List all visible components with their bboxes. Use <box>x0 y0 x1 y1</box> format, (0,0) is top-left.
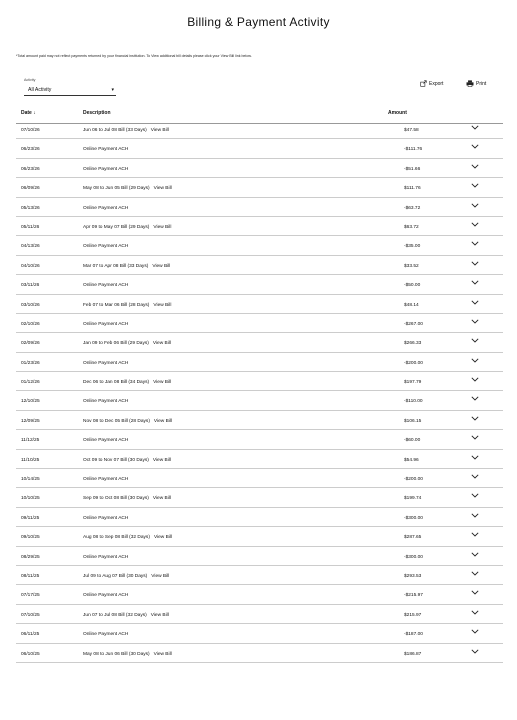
row-description <box>83 419 172 424</box>
activity-table <box>16 120 503 663</box>
table-row <box>16 450 503 469</box>
date-column-header[interactable]: Date ↓ <box>21 110 36 116</box>
caret-down-icon: ▾ <box>111 87 114 93</box>
chevron-down-icon[interactable] <box>471 435 479 440</box>
row-date: 10/14/25 <box>21 477 40 483</box>
row-description-text: Aug 08 to Sep 08 Bill (32 Days) <box>83 535 150 541</box>
row-description <box>83 341 171 346</box>
table-row <box>16 547 503 566</box>
view-bill-link[interactable]: View Bill <box>150 128 169 133</box>
row-amount: $33.52 <box>404 263 419 269</box>
row-description-text: Dec 06 to Jan 08 Bill (34 Days) <box>83 380 150 386</box>
row-description-text: Nov 08 to Dec 05 Bill (28 Days) <box>83 418 150 424</box>
table-row <box>16 353 503 372</box>
row-description <box>83 264 170 269</box>
chevron-down-icon[interactable] <box>471 629 479 634</box>
row-description <box>83 438 128 443</box>
row-date: 11/10/25 <box>21 457 40 463</box>
table-row <box>16 120 503 139</box>
table-row <box>16 566 503 585</box>
row-date: 02/10/26 <box>21 321 40 327</box>
view-bill-link[interactable]: View Bill <box>153 651 172 657</box>
row-date: 09/11/25 <box>21 515 40 521</box>
row-date: 04/13/26 <box>21 244 40 250</box>
chevron-down-icon[interactable] <box>471 649 479 654</box>
table-row <box>16 508 503 527</box>
chevron-down-icon[interactable] <box>471 513 479 518</box>
view-bill-link[interactable]: View Bill <box>152 263 171 269</box>
view-bill-link[interactable]: View Bill <box>153 302 172 308</box>
row-date: 07/17/25 <box>21 593 40 599</box>
row-amount: $47.58 <box>404 128 419 133</box>
row-description <box>83 244 128 249</box>
row-amount: -$111.76 <box>404 147 423 153</box>
export-label: Export <box>429 80 444 87</box>
table-row <box>16 488 503 507</box>
table-row <box>16 256 503 275</box>
row-amount: -$215.97 <box>404 593 423 599</box>
row-description-text: Jul 09 to Aug 07 Bill (30 Days) <box>83 573 148 579</box>
row-amount: $54.96 <box>404 457 419 463</box>
chevron-down-icon[interactable] <box>471 319 479 324</box>
table-row <box>16 295 503 314</box>
chevron-down-icon[interactable] <box>471 183 479 188</box>
sort-arrow-icon: ↓ <box>33 110 36 116</box>
row-date: 05/13/26 <box>21 205 40 211</box>
row-date: 08/29/25 <box>21 554 40 560</box>
row-description <box>83 458 171 463</box>
view-bill-link[interactable]: View Bill <box>152 496 171 502</box>
row-date: 11/12/25 <box>21 438 40 444</box>
view-bill-link[interactable]: View Bill <box>153 418 172 424</box>
row-date: 01/12/26 <box>21 380 40 386</box>
chevron-down-icon[interactable] <box>471 280 479 285</box>
table-row <box>16 469 503 488</box>
table-row <box>16 139 503 158</box>
row-description <box>83 128 169 133</box>
row-date: 06/23/26 <box>21 147 40 153</box>
row-description-text: Jan 09 to Feb 06 Bill (29 Days) <box>83 341 149 347</box>
row-description <box>83 167 128 172</box>
row-date: 09/10/25 <box>21 535 40 541</box>
disclaimer-note: *Total amount paid may not reflect payments returned by your financial institution. To View additional bill details please click your View Bill link below. <box>16 54 252 58</box>
view-bill-link[interactable]: View Bill <box>153 186 172 192</box>
row-amount: $106.15 <box>404 418 422 424</box>
row-description-text: Feb 07 to Mar 06 Bill (28 Days) <box>83 302 150 308</box>
row-amount: -$187.00 <box>404 632 423 638</box>
view-bill-link[interactable]: View Bill <box>153 535 172 541</box>
row-description-text: Jun 06 to Jul 08 Bill (33 Days) <box>83 128 147 133</box>
row-amount: -$300.00 <box>404 515 423 521</box>
row-amount: $48.14 <box>404 302 419 308</box>
row-description <box>83 555 128 560</box>
row-amount: $293.53 <box>404 573 422 579</box>
row-date: 01/23/26 <box>21 360 40 366</box>
row-date: 12/10/25 <box>21 399 40 405</box>
row-description-text: Online Payment ACH <box>83 244 129 250</box>
row-description-text: Online Payment ACH <box>83 554 129 560</box>
row-date: 06/11/25 <box>21 632 40 638</box>
row-amount: $63.72 <box>404 224 419 230</box>
row-description-text: May 08 to Jun 05 Bill (29 Days) <box>83 186 150 192</box>
row-date: 05/11/26 <box>21 224 40 230</box>
view-bill-link[interactable]: View Bill <box>153 224 172 230</box>
row-description <box>83 322 128 327</box>
row-date: 12/09/25 <box>21 418 40 424</box>
row-description <box>83 303 171 308</box>
row-amount: $215.97 <box>404 612 422 618</box>
row-description-text: Online Payment ACH <box>83 399 129 405</box>
row-amount: $186.87 <box>404 651 422 657</box>
chevron-down-icon[interactable] <box>471 532 479 537</box>
chevron-down-icon[interactable] <box>471 590 479 595</box>
table-row <box>16 644 503 663</box>
table-row <box>16 217 503 236</box>
chevron-down-icon[interactable] <box>471 377 479 382</box>
chevron-down-icon[interactable] <box>471 396 479 401</box>
table-row <box>16 314 503 333</box>
row-description <box>83 380 171 385</box>
row-description-text: Apr 09 to May 07 Bill (29 Days) <box>83 224 150 230</box>
activity-filter <box>24 78 114 82</box>
chevron-down-icon[interactable] <box>471 125 479 130</box>
chevron-down-icon[interactable] <box>471 416 479 421</box>
table-row <box>16 275 503 294</box>
print-button[interactable] <box>466 80 486 87</box>
row-description <box>83 652 172 657</box>
table-row <box>16 236 503 255</box>
row-description <box>83 147 128 152</box>
row-description <box>83 399 128 404</box>
row-description-text: Oct 09 to Nov 07 Bill (30 Days) <box>83 457 149 463</box>
chevron-down-icon[interactable] <box>471 455 479 460</box>
row-date: 02/09/26 <box>21 341 40 347</box>
row-amount: -$300.00 <box>404 554 423 560</box>
table-row <box>16 430 503 449</box>
row-description-text: Online Payment ACH <box>83 438 129 444</box>
row-amount: $197.79 <box>404 380 422 386</box>
row-description-text: Online Payment ACH <box>83 515 129 521</box>
table-row <box>16 624 503 643</box>
chevron-down-icon[interactable] <box>471 610 479 615</box>
row-description-text: Sep 09 to Oct 08 Bill (30 Days) <box>83 496 149 502</box>
chevron-down-icon[interactable] <box>471 222 479 227</box>
view-bill-link[interactable]: View Bill <box>153 380 172 386</box>
row-description-text: Online Payment ACH <box>83 360 129 366</box>
page-title: Billing & Payment Activity <box>187 15 330 29</box>
row-description-text: Online Payment ACH <box>83 283 129 289</box>
table-row <box>16 605 503 624</box>
chevron-down-icon[interactable] <box>471 571 479 576</box>
row-date: 10/10/25 <box>21 496 40 502</box>
print-label: Print <box>476 80 487 87</box>
table-row <box>16 333 503 352</box>
view-bill-link[interactable]: View Bill <box>152 341 171 347</box>
table-row <box>16 159 503 178</box>
amount-column-header: Amount <box>388 110 407 116</box>
table-row <box>16 178 503 197</box>
table-row <box>16 391 503 410</box>
row-amount: -$35.00 <box>404 244 421 250</box>
view-bill-link[interactable]: View Bill <box>152 457 171 463</box>
row-description-text: May 08 to Jun 06 Bill (30 Days) <box>83 651 150 657</box>
chevron-down-icon[interactable] <box>471 358 479 363</box>
row-date: 03/11/26 <box>21 283 40 289</box>
table-row <box>16 372 503 391</box>
row-description-text: Online Payment ACH <box>83 593 129 599</box>
chevron-down-icon[interactable] <box>471 164 479 169</box>
row-amount: -$200.00 <box>404 477 423 483</box>
row-amount: -$51.66 <box>404 166 421 172</box>
row-amount: $199.74 <box>404 496 422 502</box>
chevron-down-icon[interactable] <box>471 338 479 343</box>
chevron-down-icon[interactable] <box>471 261 479 266</box>
row-date: 08/11/25 <box>21 573 40 579</box>
table-row <box>16 198 503 217</box>
export-icon <box>420 80 427 87</box>
activity-select[interactable] <box>24 86 116 96</box>
table-row <box>16 585 503 604</box>
chevron-down-icon[interactable] <box>471 552 479 557</box>
row-amount: $266.33 <box>404 341 422 347</box>
row-amount: -$50.00 <box>404 283 421 289</box>
view-bill-link[interactable]: View Bill <box>151 573 170 579</box>
row-amount: -$110.00 <box>404 399 423 405</box>
row-description <box>83 283 128 288</box>
row-description <box>83 225 171 230</box>
description-column-header: Description <box>83 110 111 116</box>
row-amount: $111.76 <box>404 186 421 192</box>
row-description <box>83 496 171 501</box>
row-description-text: Online Payment ACH <box>83 321 129 327</box>
row-date: 03/10/26 <box>21 302 40 308</box>
row-description-text: Online Payment ACH <box>83 147 129 153</box>
row-date: 07/10/25 <box>21 612 40 618</box>
chevron-down-icon[interactable] <box>471 493 479 498</box>
row-date: 07/10/26 <box>21 128 40 133</box>
row-description-text: Mar 07 to Apr 08 Bill (33 Days) <box>83 263 149 269</box>
view-bill-link[interactable]: View Bill <box>150 612 169 618</box>
printer-icon <box>466 80 474 87</box>
row-amount: -$200.00 <box>404 360 423 366</box>
row-description <box>83 516 128 521</box>
row-description <box>83 593 128 598</box>
chevron-down-icon[interactable] <box>471 144 479 149</box>
row-amount: -$60.00 <box>404 438 421 444</box>
table-row <box>16 411 503 430</box>
row-date: 06/23/26 <box>21 166 40 172</box>
chevron-down-icon[interactable] <box>471 474 479 479</box>
row-description-text: Online Payment ACH <box>83 205 129 211</box>
activity-selected-value: All Activity <box>28 87 52 93</box>
row-description-text: Online Payment ACH <box>83 632 129 638</box>
row-amount: $287.65 <box>404 535 422 541</box>
row-description-text: Online Payment ACH <box>83 477 129 483</box>
table-row <box>16 527 503 546</box>
row-amount: -$63.72 <box>404 205 421 211</box>
row-description-text: Jun 07 to Jul 08 Bill (32 Days) <box>83 612 147 618</box>
chevron-down-icon[interactable] <box>471 203 479 208</box>
row-amount: -$267.00 <box>404 321 423 327</box>
row-description-text: Online Payment ACH <box>83 166 129 172</box>
activity-label: Activity <box>24 78 36 82</box>
row-description <box>83 613 169 618</box>
chevron-down-icon[interactable] <box>471 300 479 305</box>
row-description <box>83 574 169 579</box>
row-description <box>83 206 128 211</box>
row-description <box>83 477 128 482</box>
row-description <box>83 535 172 540</box>
chevron-down-icon[interactable] <box>471 241 479 246</box>
row-description <box>83 361 128 366</box>
row-date: 06/10/25 <box>21 651 40 657</box>
row-date: 06/09/26 <box>21 186 40 192</box>
export-button[interactable] <box>420 80 443 87</box>
row-date: 04/10/26 <box>21 263 40 269</box>
row-description <box>83 186 172 191</box>
row-description <box>83 632 128 637</box>
